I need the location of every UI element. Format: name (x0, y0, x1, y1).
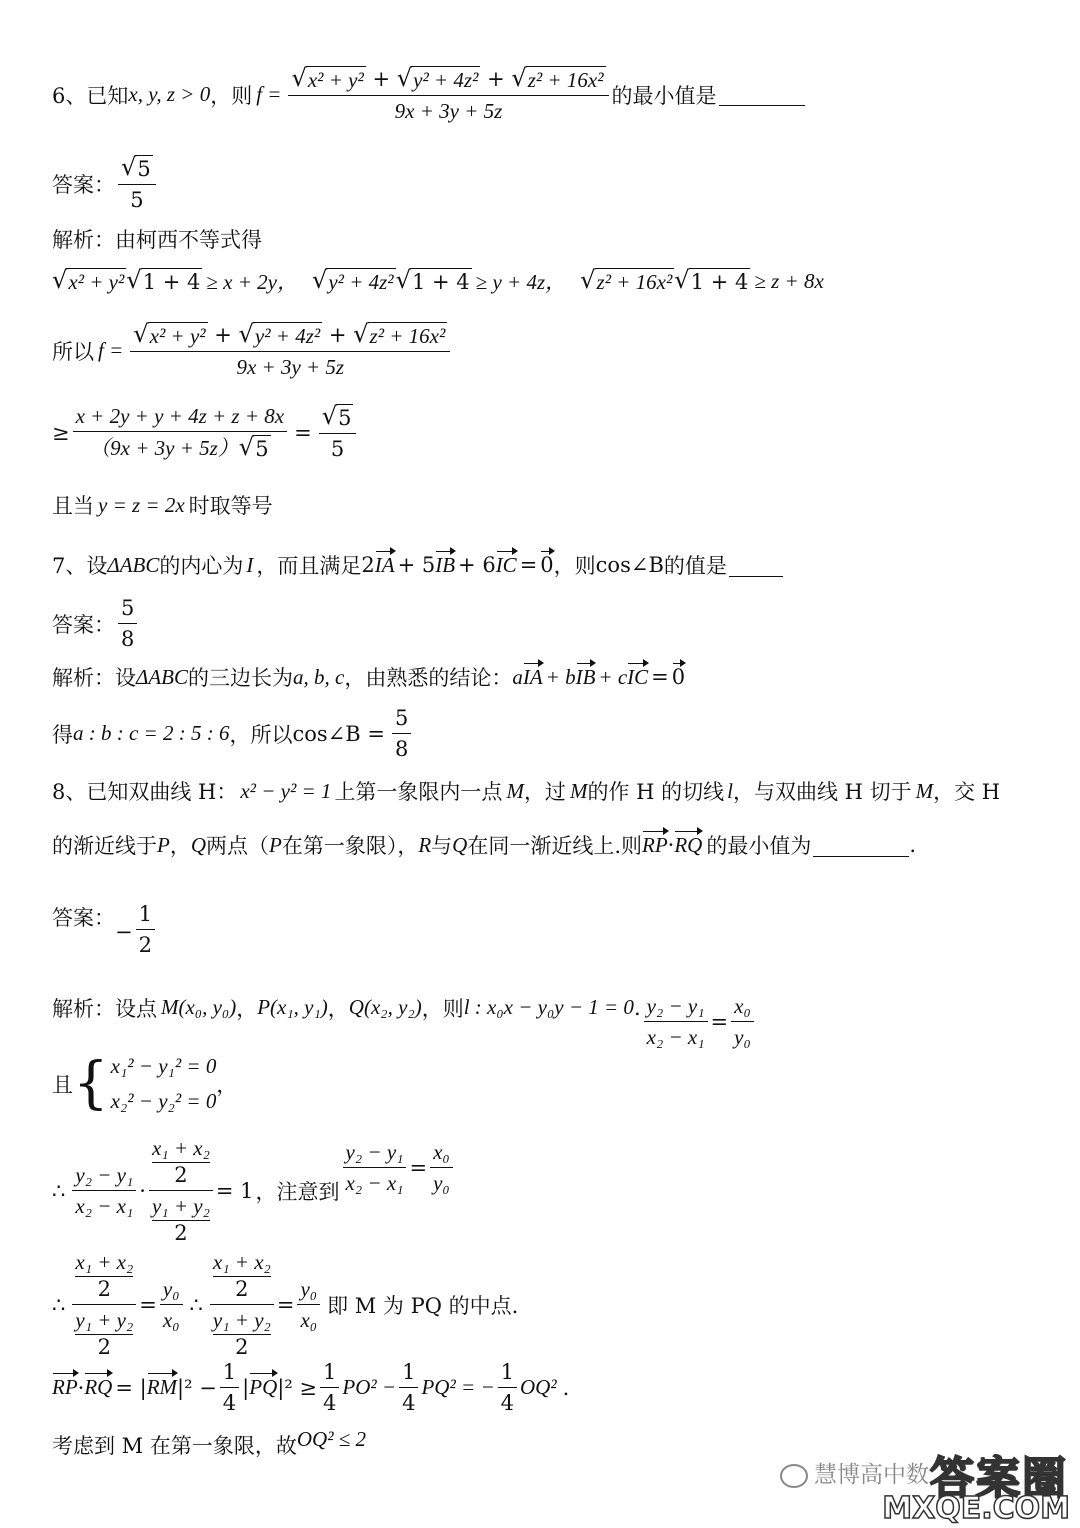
q8-question-line2: 的渐近线于 P ， Q 两点（ P 在第一象限）， R 与 Q 在同一渐近线上.则 RP · RQ 的最小值为 . (52, 832, 917, 858)
answer-blank (729, 554, 783, 577)
watermark-source: 慧博高中数 (780, 1456, 929, 1489)
answer-blank (813, 834, 909, 857)
answer-blank (719, 83, 805, 106)
q6-analysis-label: 解析：由柯西不等式得 (52, 228, 262, 252)
watermark-site: MXQE.COM (882, 1491, 1070, 1526)
wechat-icon (780, 1464, 808, 1488)
watermark-logo: 答案圈 (930, 1453, 1068, 1504)
q8-step1: ∴ $\frac{\text{y₂ − y₁}}{\text{x₂ − x₁}}$ · x₁ + x₂ 2 y₁ + y₂ 2 = 1 ，注意到 $\frac{\text{y₂ − y₁}}{\text{x₂ − x₁}}$ = $\frac{\text{x₀}}{\text{y₀}}$ (52, 1136, 456, 1246)
q6-fraction: √ x² + y² + √ y² + 4z² + √ z² + 16x² 9x + 3y + 5z (288, 66, 608, 123)
q7-answer: 答案： $\frac{5}{8}$ (52, 596, 140, 651)
q8-final-eq: RP · RQ = | RM |² − $\frac{1}{4}$ | PQ |² ≥ $\frac{1}{4}$ PO² − $\frac{1}{4}$ PQ² = − $\frac{1}{4}$ OQ² . (52, 1360, 570, 1416)
q6-inequalities: √ x² + y² √ 1 + 4 ≥ x + 2y， √ y² + 4z² √ 1 + 4 ≥ y + 4z， √ z² + 16x² √ 1 + 4 ≥ z + 8x (52, 265, 824, 294)
q6-question: 6、已知 x, y, z > 0 ，则 f = √ x² + y² + √ y² + 4z² + √ z² + 16x² 9x + 3y + 5z 的最小值是 (52, 66, 805, 123)
q8-system: 且 { x₁² − y₁² = 0 x₂² − y₂² = 0 ， (52, 1051, 238, 1116)
q6-answer: 答案： √ 5 5 (52, 155, 159, 212)
q7-result: 得 a : b : c = 2 : 5 : 6 ，所以 cos∠B = $\frac{5}{8}$ (52, 706, 414, 761)
q6-equality-note: 且当 y = z = 2x 时取等号 (52, 492, 273, 518)
q8-answer: 答案： − $\frac{1}{2}$ (52, 876, 158, 957)
q7-analysis: 解析：设 ΔABC 的三边长为 a, b, c ，由熟悉的结论： a IA + b IB + c IC = 0 (52, 664, 686, 690)
q6-bound-line: ≥ x + 2y + y + 4z + z + 8x （9x + 3y + 5z） √ 5 = √ 5 5 (52, 404, 359, 461)
q8-step2: ∴ x₁ + x₂ 2 y₁ + y₂ 2 = $\frac{\text{y₀}}{\text{x₀}}$ ∴ x₁ + x₂ 2 y₁ + y₂ 2 = $\frac{\text{y₀}}{\text{x₀}}$ 即 M 为 PQ 的中点. (52, 1250, 519, 1360)
watermark (750, 1436, 1080, 1528)
q8-analysis-setup: 解析：设点 M(x₀, y₀) ， P(x₁, y₁) ， Q(x₂, y₂) ，则 l : x₀x − y₀y − 1 = 0 . $\frac{\text{y₂ − y₁}}{\text{x₂ − x₁}}$ = $\frac{\text{x₀}}{\text{y₀}}$ (52, 966, 757, 1049)
q6-so-line: 所以 f = √ x² + y² + √ y² + 4z² + √ z² + 16x² 9x + 3y + 5z (52, 322, 453, 379)
q7-question: 7、设 ΔABC 的内心为 I ，而且满足 2 IA + 5 IB + 6 IC = 0 ，则 cos∠B 的值是 (52, 550, 783, 580)
q8-last-line: 考虑到 M 在第一象限，故 OQ² ≤ 2 (52, 1426, 367, 1458)
q8-question-line1: 8、已知双曲线 H： x² − y² = 1 上第一象限内一点 M ，过 M 的作 H 的切线 l ，与双曲线 H 切于 M ，交 H (52, 778, 1001, 804)
